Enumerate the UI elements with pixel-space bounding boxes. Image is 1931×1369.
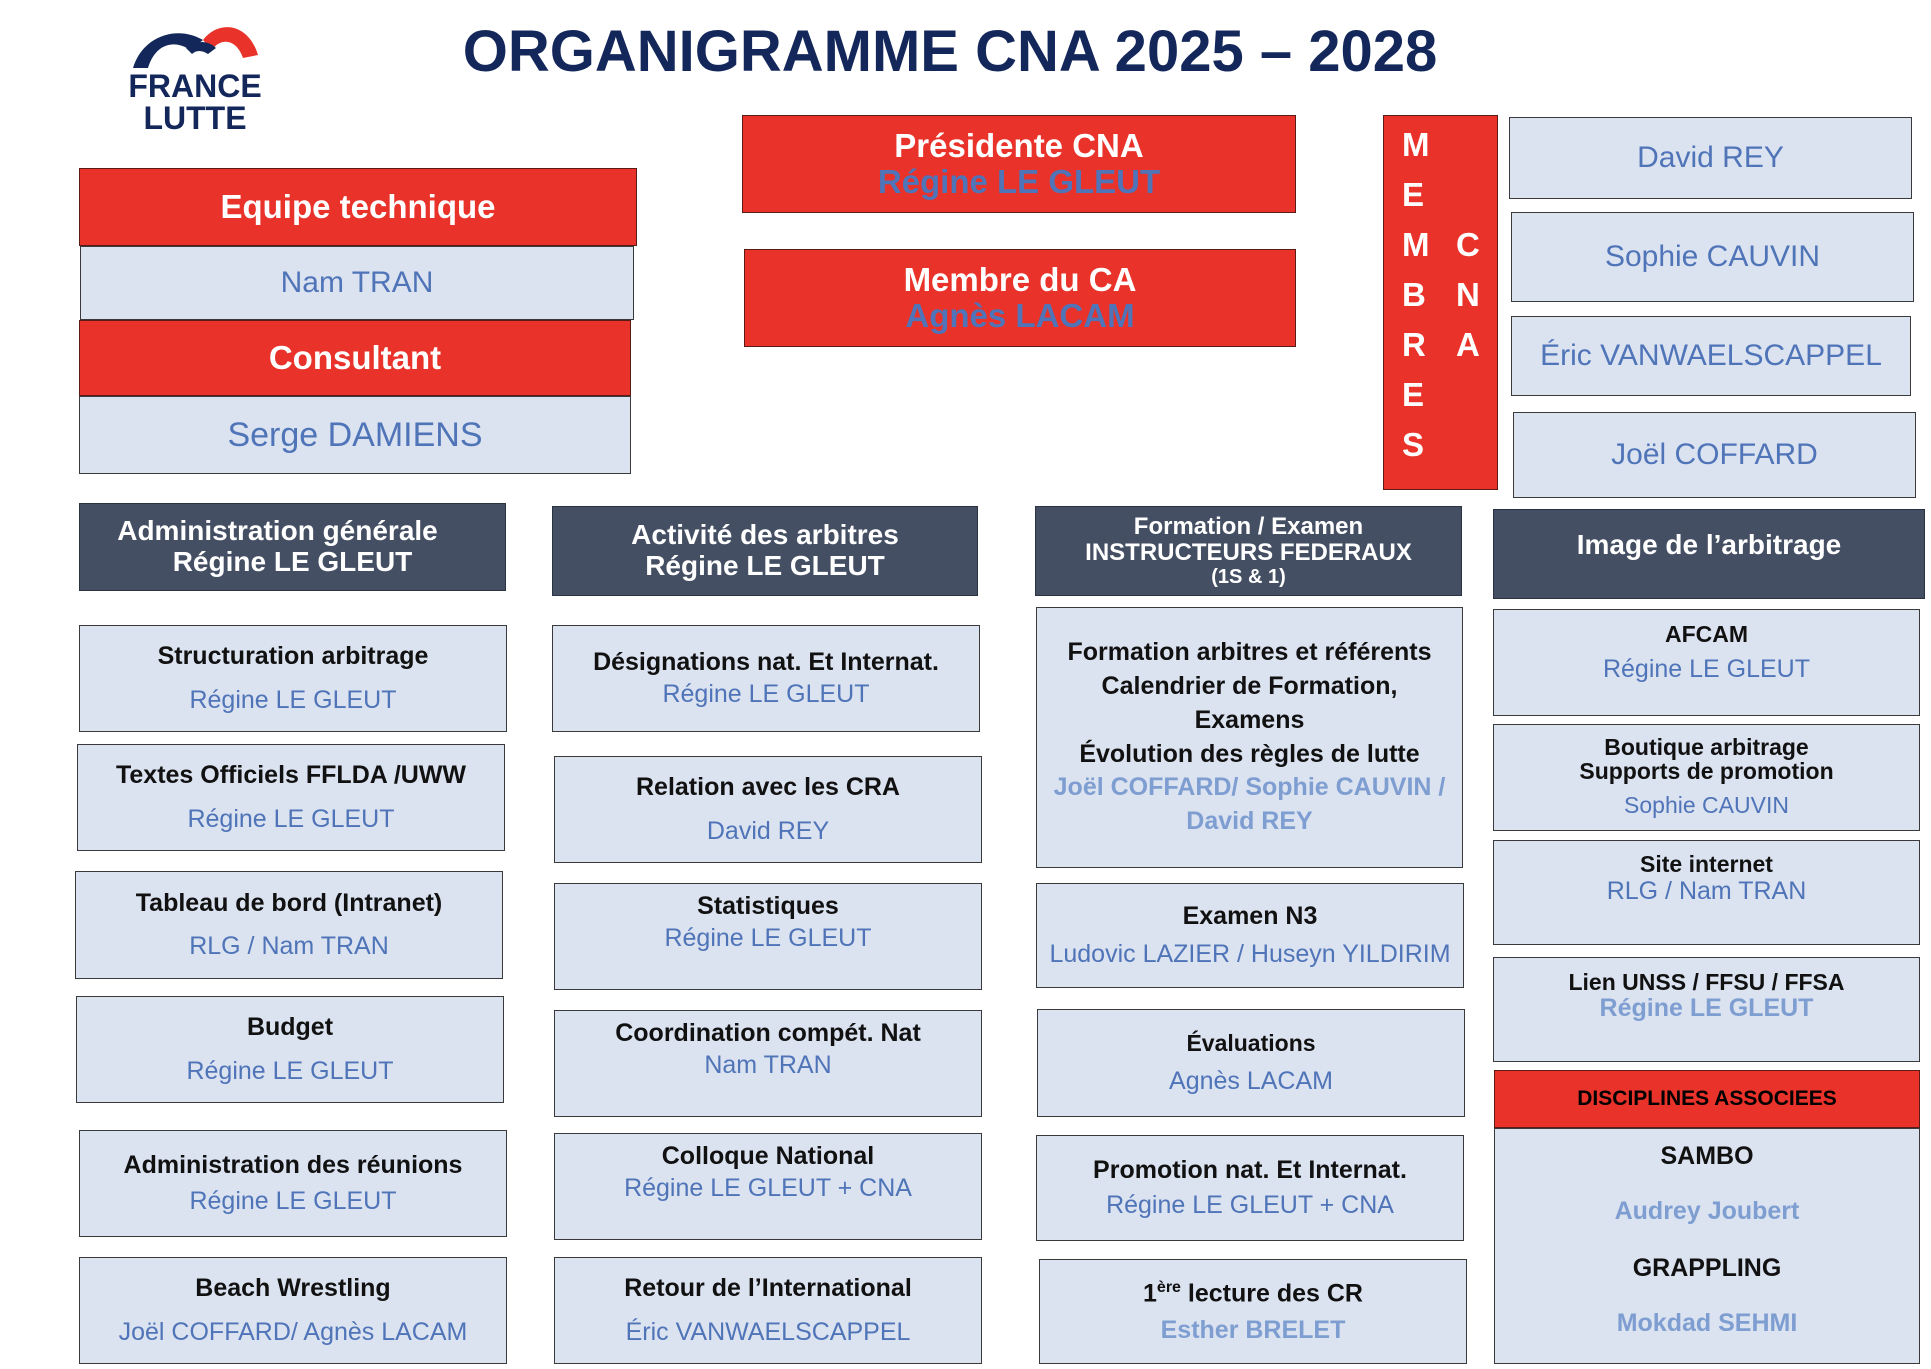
letter: M xyxy=(1402,126,1430,163)
membre-box xyxy=(1509,117,1912,199)
task-box xyxy=(77,744,505,851)
task-box xyxy=(554,1133,982,1240)
task-person: Régine LE GLEUT xyxy=(662,679,870,708)
column-header-image xyxy=(1493,509,1925,599)
task-title: Statistiques xyxy=(697,892,839,921)
task-person: Régine LE GLEUT xyxy=(189,1186,397,1215)
discipline-person: Audrey Joubert xyxy=(1614,1197,1800,1225)
task-box xyxy=(1493,724,1920,831)
task-person: Régine LE GLEUT + CNA xyxy=(1106,1191,1394,1219)
task-box xyxy=(1036,1135,1464,1241)
column-header-line: (1S & 1) xyxy=(1211,566,1286,589)
task-box xyxy=(76,996,504,1103)
consultant-label: Consultant xyxy=(268,338,442,376)
task-person: Régine LE GLEUT xyxy=(664,923,872,952)
column-header-line: Régine LE GLEUT xyxy=(645,550,885,581)
task-person: Régine LE GLEUT xyxy=(189,685,397,714)
membres-cna-vertical-label xyxy=(1383,115,1498,490)
presidente-box xyxy=(742,115,1296,213)
discipline-title: SAMBO xyxy=(1660,1142,1754,1170)
task-box xyxy=(79,625,507,732)
task-title: Relation avec les CRA xyxy=(636,773,900,802)
task-title: Évaluations xyxy=(1186,1030,1316,1056)
task-person: RLG / Nam TRAN xyxy=(189,932,389,960)
task-person: Régine LE GLEUT + CNA xyxy=(624,1173,912,1202)
disciplines-box xyxy=(1494,1128,1920,1364)
letter: E xyxy=(1402,176,1425,213)
task-box xyxy=(79,1130,507,1237)
logo-text-france: FRANCE xyxy=(128,68,262,104)
discipline-title: GRAPPLING xyxy=(1632,1254,1782,1282)
equipe-technique-box xyxy=(80,246,634,320)
column-header-line: Activité des arbitres xyxy=(631,519,899,551)
membre-box xyxy=(1513,412,1916,498)
letter: E xyxy=(1402,376,1425,413)
task-title-line: Calendrier de Formation, xyxy=(1101,672,1398,700)
task-box xyxy=(1493,957,1920,1062)
task-person: David REY xyxy=(706,816,830,845)
letter: S xyxy=(1402,426,1425,463)
equipe-technique-name: Nam TRAN xyxy=(280,266,434,300)
task-title: Textes Officiels FFLDA /UWW xyxy=(115,761,467,790)
task-person: Régine LE GLEUT xyxy=(187,804,395,833)
membre-name: Éric VANWAELSCAPPEL xyxy=(1540,339,1882,373)
letter: C xyxy=(1456,226,1480,263)
letter: R xyxy=(1402,326,1426,363)
task-title: Désignations nat. Et Internat. xyxy=(593,648,939,677)
column-header-line: Image de l’arbitrage xyxy=(1576,528,1842,560)
logo-text-lutte: LUTTE xyxy=(143,100,247,136)
membre-ca-name: Agnès LACAM xyxy=(905,297,1135,334)
column-header-line: Formation / Examen xyxy=(1133,512,1364,540)
task-title-line: Boutique arbitrage xyxy=(1604,733,1809,760)
france-lutte-logo xyxy=(108,10,278,135)
task-person: Agnès LACAM xyxy=(1169,1066,1333,1095)
consultant-name: Serge DAMIENS xyxy=(227,415,483,454)
task-box xyxy=(554,1257,982,1364)
task-person: Joël COFFARD/ Agnès LACAM xyxy=(118,1317,468,1346)
task-box xyxy=(75,871,503,979)
column-header-line: INSTRUCTEURS FEDERAUX xyxy=(1085,539,1412,566)
task-title: Colloque National xyxy=(661,1142,875,1171)
task-person: Ludovic LAZIER / Huseyn YILDIRIM xyxy=(1049,939,1451,968)
membre-box xyxy=(1511,316,1911,396)
membre-name: David REY xyxy=(1637,141,1784,175)
column-header-administration xyxy=(79,503,506,591)
task-title-sup: ère xyxy=(1156,1279,1181,1297)
task-box xyxy=(1039,1259,1467,1364)
task-title: Site internet xyxy=(1640,850,1773,877)
membre-ca-box xyxy=(744,249,1296,347)
task-title: Tableau de bord (Intranet) xyxy=(135,888,443,917)
membre-name: Sophie CAUVIN xyxy=(1604,240,1821,274)
membre-name: Joël COFFARD xyxy=(1611,438,1818,472)
task-title-line: Formation arbitres et référents xyxy=(1067,638,1432,667)
column-header-line: Administration générale xyxy=(117,515,438,547)
task-title: Retour de l’International xyxy=(624,1274,912,1303)
task-title-line: Examens xyxy=(1194,705,1305,734)
task-person: David REY xyxy=(1186,807,1313,835)
task-box xyxy=(1493,840,1920,945)
column-header-activite xyxy=(552,506,978,596)
task-box xyxy=(1036,883,1464,988)
presidente-title: Présidente CNA xyxy=(894,126,1144,164)
consultant-header xyxy=(79,320,631,396)
task-title-line: Supports de promotion xyxy=(1579,758,1834,785)
task-box xyxy=(1037,1009,1465,1117)
letter: M xyxy=(1402,226,1430,263)
task-box xyxy=(554,883,982,990)
task-title: Examen N3 xyxy=(1182,902,1318,931)
consultant-box xyxy=(79,396,631,474)
column-header-formation xyxy=(1035,506,1462,596)
task-person: Esther BRELET xyxy=(1160,1315,1346,1344)
task-person: Régine LE GLEUT xyxy=(1602,655,1811,684)
task-person: Sophie CAUVIN xyxy=(1624,792,1789,819)
task-title: AFCAM xyxy=(1664,620,1749,647)
task-person: Régine LE GLEUT xyxy=(186,1056,394,1085)
letter: A xyxy=(1456,326,1480,363)
membre-box xyxy=(1511,212,1914,302)
membre-ca-title: Membre du CA xyxy=(903,260,1137,298)
task-person: Régine LE GLEUT xyxy=(1599,994,1814,1023)
letter: B xyxy=(1402,276,1426,313)
task-person: RLG / Nam TRAN xyxy=(1606,876,1807,905)
task-title: Beach Wrestling xyxy=(195,1274,391,1303)
task-title-post: lecture des CR xyxy=(1180,1279,1363,1308)
column-header-line: Régine LE GLEUT xyxy=(172,546,413,577)
presidente-name: Régine LE GLEUT xyxy=(877,163,1161,200)
task-box xyxy=(554,1010,982,1117)
task-title: Lien UNSS / FFSU / FFSA xyxy=(1568,968,1845,995)
task-title xyxy=(1143,1278,1363,1310)
task-box xyxy=(1036,607,1463,868)
disciplines-associees-header xyxy=(1494,1070,1920,1128)
task-title-pre: 1 xyxy=(1143,1279,1157,1308)
task-title: Administration des réunions xyxy=(123,1151,463,1180)
task-title: Structuration arbitrage xyxy=(157,642,429,671)
page-title: ORGANIGRAMME CNA 2025 – 2028 xyxy=(462,19,1438,84)
task-person: Joël COFFARD/ Sophie CAUVIN / xyxy=(1053,773,1446,802)
discipline-person: Mokdad SEHMI xyxy=(1616,1309,1798,1337)
task-title: Coordination compét. Nat xyxy=(615,1019,921,1048)
task-box xyxy=(79,1257,507,1364)
task-person: Éric VANWAELSCAPPEL xyxy=(625,1317,911,1346)
disciplines-associees-label: DISCIPLINES ASSOCIEES xyxy=(1577,1087,1837,1110)
task-title: Budget xyxy=(246,1013,334,1042)
equipe-technique-header xyxy=(79,168,637,246)
task-box xyxy=(554,756,982,863)
task-title-line: Évolution des règles de lutte xyxy=(1079,739,1420,768)
task-title: Promotion nat. Et Internat. xyxy=(1093,1155,1407,1184)
task-box xyxy=(1493,609,1920,716)
equipe-technique-label: Equipe technique xyxy=(220,187,496,225)
task-person: Nam TRAN xyxy=(704,1050,832,1079)
task-box xyxy=(552,625,980,732)
letter: N xyxy=(1456,276,1480,313)
